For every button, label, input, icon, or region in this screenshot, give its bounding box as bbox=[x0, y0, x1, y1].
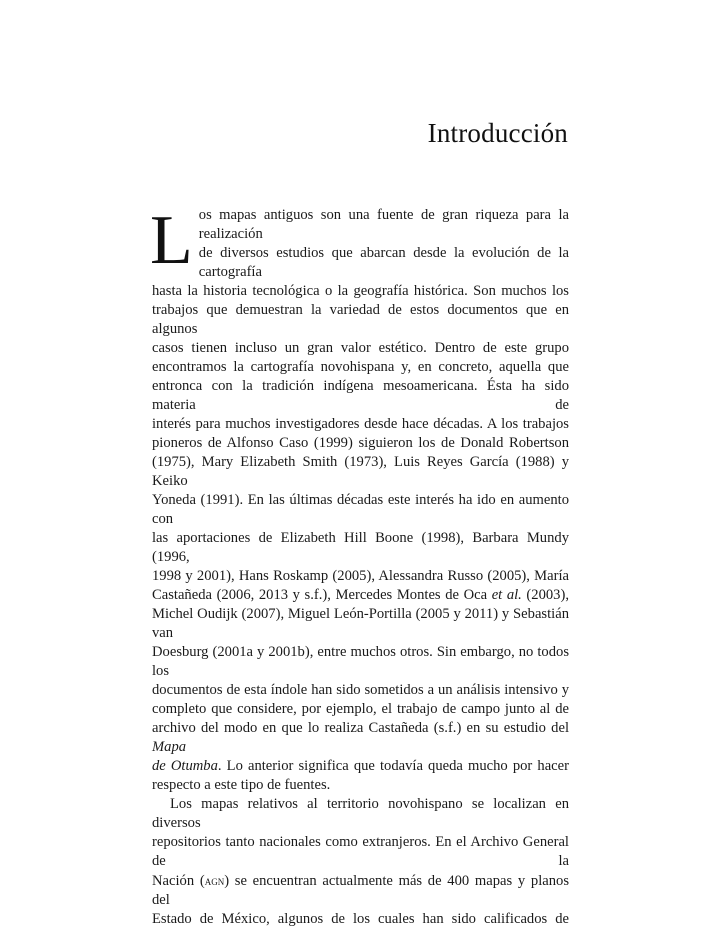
text-line: Michel Oudijk (2007), Miguel León-Portilla (2005 y 2011) y Sebastián van bbox=[152, 606, 569, 641]
text-line: trabajos que demuestran la variedad de estos documentos que en algunos bbox=[152, 302, 569, 337]
text-line: hasta la historia tecnológica o la geografía histórica. Son muchos los bbox=[152, 283, 569, 299]
italic-text: de Otumba bbox=[152, 758, 218, 774]
italic-text: et al. bbox=[491, 587, 522, 603]
italic-text: Mapa bbox=[152, 739, 187, 755]
small-caps-abbreviation: agn bbox=[204, 873, 225, 888]
text-line: encontramos la cartografía novohispana y, en concreto, aquella que bbox=[152, 359, 569, 375]
text-line: Doesburg (2001a y 2001b), entre muchos otros. Sin embargo, no todos los bbox=[152, 644, 569, 679]
text-line: pioneros de Alfonso Caso (1999) siguieron los de Donald Robertson bbox=[152, 435, 569, 451]
text-line: repositorios tanto nacionales como extranjeros. En el Archivo General de la bbox=[152, 834, 569, 869]
text-line: (1975), Mary Elizabeth Smith (1973), Luis Reyes García (1988) y Keiko bbox=[152, 454, 569, 489]
text-line: 1998 y 2001), Hans Roskamp (2005), Alessandra Russo (2005), María bbox=[152, 568, 569, 584]
text-line: de diversos estudios que abarcan desde la evolución de la cartografía bbox=[198, 245, 569, 280]
text-line: respecto a este tipo de fuentes. bbox=[152, 777, 331, 793]
text-line: entronca con la tradición indígena mesoamericana. Ésta ha sido materia de bbox=[152, 378, 569, 413]
text-line: las aportaciones de Elizabeth Hill Boone (1998), Barbara Mundy (1996, bbox=[152, 530, 569, 565]
text-line: Castañeda (2006, 2013 y s.f.), Mercedes Montes de Oca et al. (2003), bbox=[152, 587, 569, 603]
paragraph-1 bbox=[150, 202, 569, 795]
text-line: de Otumba. Lo anterior significa que todavía queda mucho por hacer bbox=[152, 758, 569, 774]
text-line: completo que considere, por ejemplo, el trabajo de campo junto al de bbox=[152, 701, 569, 717]
text-line: Estado de México, algunos de los cuales han sido calificados de bbox=[152, 911, 569, 927]
text-line: archivo del modo en que lo realiza Castañeda (s.f.) en su estudio del Mapa bbox=[152, 720, 569, 755]
text-line: os mapas antiguos son una fuente de gran riqueza para la realización bbox=[198, 207, 569, 242]
text-line: documentos de esta índole han sido sometidos a un análisis intensivo y bbox=[152, 682, 569, 698]
text-line: Yoneda (1991). En las últimas décadas este interés ha ido en aumento con bbox=[152, 492, 569, 527]
body-text bbox=[150, 202, 569, 929]
chapter-title: Introducción bbox=[427, 118, 568, 148]
text-line: Nación (agn) se encuentran actualmente más de 400 mapas y planos del bbox=[152, 873, 569, 908]
text-line: interés para muchos investigadores desde hace décadas. A los trabajos bbox=[152, 416, 569, 432]
paragraph-2 bbox=[152, 795, 569, 929]
dropcap-letter: L bbox=[150, 202, 193, 279]
text-line: Los mapas relativos al territorio novohispano se localizan en diversos bbox=[152, 796, 569, 831]
text-line: casos tienen incluso un gran valor estético. Dentro de este grupo bbox=[152, 340, 569, 356]
